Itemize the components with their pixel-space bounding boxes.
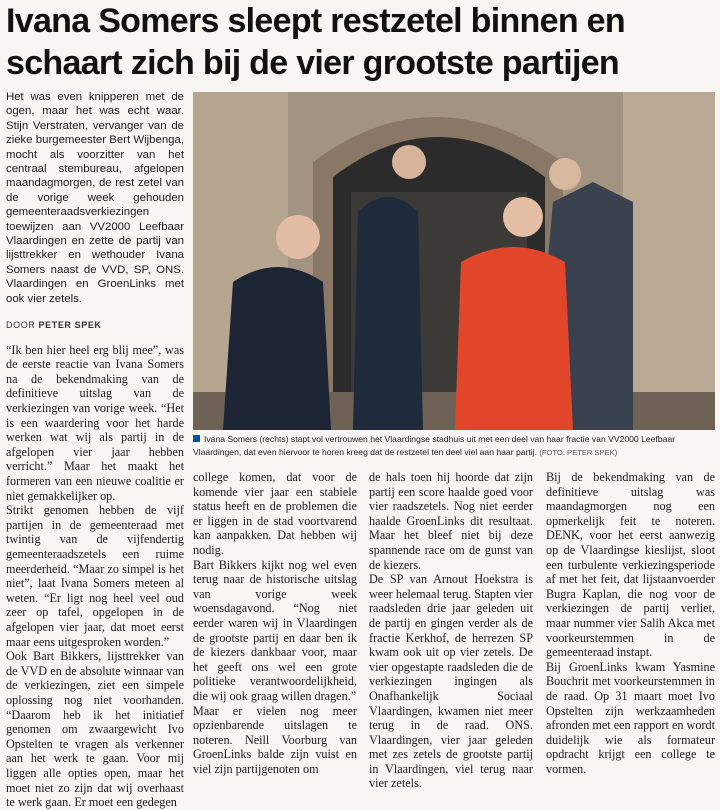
article-photo (193, 92, 715, 430)
column-1-paragraph: Ook Bart Bikkers, lijsttrekker van de VVD en de absolute winnaar van de verkiezingen, ziet een simpele oplossing nog niet voorhanden. “Daarom heb ik het initiatief genomen om zwaargewicht Ivo Opstelten te vragen als verkenner aan het werk te gaan. Voor mij liggen alle opties open, maar het moet niet zo zijn dat wij overhaast te werk gaan. Er moet een gedegen (6, 649, 184, 810)
photo-caption (193, 433, 715, 459)
article-lead: Het was even knipperen met de ogen, maar het was echt waar. Stijn Verstraten, vervanger van de zieke burgemeester Bert Wijbenga, mocht als voorzitter van het centraal stembureau, afgelopen maandagmorgen, de rest zetel van de vorige week gehouden gemeenteraadsverkiezingen toewijzen aan VV2000 Leefbaar Vlaardingen en zette de partij van lijsttrekker en wethouder Ivana Somers naast de VVD, SP, ONS. Vlaardingen en GroenLinks met ook vier zetels. (6, 91, 184, 305)
article-column-3 (369, 470, 533, 791)
column-4-paragraph: Bij de bekendmaking van de definitieve uitslag was maandagmorgen nog een opmerkelijk feit te noteren. DENK, voor het eerst aanwezig op de Vlaardingse kieslijst, sloot een turbulente verkiezingsperiode af met het feit, dat lijstaanvoerder Bugra Kaplan, die nog voor de verkiezingen de partij verliet, maar nummer vier Salih Akca met voorkeurstemmen in de gemeenteraad instapt. (546, 470, 715, 660)
column-4-paragraph: Bij GroenLinks kwam Yasmine Bouchrit met voorkeurstemmen in de raad. Op 31 maart moet Ivo Opstelten zijn werkzaamheden afronden met een rapport en wordt duidelijk wie als formateur opdracht krijgt een college te vormen. (546, 659, 715, 776)
column-2-paragraph: college komen, dat voor de komende vier jaar een stabiele status heeft en de problemen die er liggen in de stad voortvarend kan aanpakken. Dat hebben wij nodig. (193, 470, 357, 557)
column-2-paragraph: Maar er vielen nog meer opzienbarende uitslagen te noteren. Neill Voorburg van GroenLinks balde zijn vuist en viel zijn partijgenoten om (193, 703, 357, 776)
article-column-4 (546, 470, 715, 776)
column-1-paragraph: “Ik ben hier heel erg blij mee”, was de eerste reactie van Ivana Somers na de bekendmaking van de definitieve uitslag van de verkiezingen van vorige week. “Het is een waardering voor het harde werken wat wij als partij in de afgelopen vier jaar hebben verricht.” Maar het maakt het formeren van een nieuwe coalitie er niet gemakkelijker op. (6, 342, 184, 503)
caption-bullet-icon (193, 435, 200, 442)
caption-text: Ivana Somers (rechts) stapt vol vertrouwen het Vlaardingse stadhuis uit met een deel van haar fractie van VV2000 Leefbaar Vlaardingen, dat even hiervoor te horen kreeg dat de restzetel ten deel viel aan haar partij. (193, 434, 676, 457)
photo-illustration (193, 92, 715, 430)
byline (6, 318, 184, 333)
article-column-1 (6, 90, 184, 810)
byline-author: PETER SPEK (38, 320, 102, 331)
article-column-2 (193, 470, 357, 776)
article-headline (6, 0, 718, 84)
headline-line-2: schaart zich bij de vier grootste partijen (6, 44, 619, 82)
byline-prefix: DOOR (6, 320, 36, 331)
headline-line-1: Ivana Somers sleept restzetel binnen en (6, 2, 625, 40)
photo-credit: (FOTO: PETER SPEK) (539, 447, 618, 457)
column-3-paragraph: de hals toen hij hoorde dat zijn partij een score haalde goed voor vier raadszetels. Nog niet eerder haalde GroenLinks dit resultaat. Maar het bleef niet bij deze spannende race om de gunst van de kiezers. (369, 470, 533, 572)
column-2-paragraph: Bart Bikkers kijkt nog wel even terug naar de historische uitslag van vorige week woensdagavond. “Nog niet eerder waren wij in Vlaardingen de grootste partij en daar ben ik de kiezers dankbaar voor, maar het geeft ons wel een grote politieke verantwoordelijkheid, die wij ook graag willen dragen.” (193, 557, 357, 703)
column-1-paragraph: Strikt genomen hebben de vijf partijen in de gemeenteraad met twintig van de vijfendertig gemeenteraadszetels een ruime meerderheid. “Maar zo simpel is het niet”, laat Ivana Somers meteen al weten. “Er ligt nog heel veel oud zeer op tafel, opgelopen in de afgelopen vier jaar, dat moet eerst maar eens uitgesproken worden.” (6, 503, 184, 649)
column-3-paragraph: De SP van Arnout Hoekstra is weer helemaal terug. Stapten vier raadsleden drie jaar geleden uit de partij en gingen verder als de fractie Kerkhof, de herrezen SP kwam ook uit op vier zetels. De vier opgestapte raadsleden die de verkiezingen ingingen als Onafhankelijk Sociaal Vlaardingen, kwamen niet meer terug in de raad. ONS. Vlaardingen, vier jaar geleden met zes zetels de grootste partij in Vlaardingen, viel terug naar vier zetels. (369, 572, 533, 791)
